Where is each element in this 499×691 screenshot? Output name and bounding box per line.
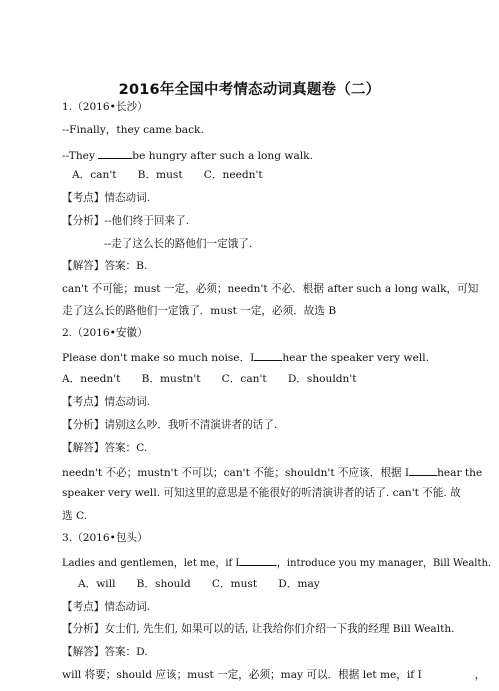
question-1-answer-blank xyxy=(98,147,132,159)
question-1-dialogue-line-2 xyxy=(62,147,313,163)
question-3-kaodian: 【考点】情态动词. xyxy=(62,601,151,613)
question-2-explanation-post: hear the xyxy=(437,467,483,479)
question-3-explanation-line-1: will 将要；should 应该；must 一定，必须；may 可以．根据 let me，if I ， xyxy=(62,669,486,681)
question-3-options: A．will B．should C．must D．may xyxy=(78,578,320,590)
question-1-number: 1.（2016•长沙） xyxy=(62,101,148,113)
question-3-answer-blank xyxy=(239,554,277,566)
question-2-answer-blank xyxy=(254,349,282,361)
question-3-stem-pre: Ladies and gentlemen，let me，if I xyxy=(62,557,240,569)
question-1-jieda: 【解答】答案：B. xyxy=(62,260,148,272)
question-3-jieda: 【解答】答案：D. xyxy=(62,646,148,658)
question-2-explanation-line-3: 选 C. xyxy=(62,510,88,522)
question-1-kaodian: 【考点】情态动词. xyxy=(62,192,151,204)
question-3-stem-post: ，introduce you my manager，Bill Wealth. xyxy=(276,557,492,569)
question-2-explanation-blank xyxy=(409,464,437,476)
question-1-stem-post: be hungry after such a long walk. xyxy=(132,150,313,162)
question-2-explanation-line-2: speaker very well. 可知这里的意思是不能很好的听清演讲者的话了. can't 不能. 故 xyxy=(62,487,461,499)
question-2-stem-post: hear the speaker very well. xyxy=(282,352,429,364)
question-1-dialogue-line-1: --Finally，they came back. xyxy=(62,124,204,136)
question-1-fenxi: 【分析】--他们终于回来了. xyxy=(62,215,190,227)
question-3-fenxi: 【分析】女士们, 先生们, 如果可以的话, 让我给你们介绍一下我的经理 Bill Wealth. xyxy=(62,623,455,635)
question-1-stem-pre: --They xyxy=(62,150,99,162)
question-1-explanation-line-2: 走了这么长的路他们一定饿了．must 一定，必须．故选 B xyxy=(62,305,337,317)
question-3-stem xyxy=(62,554,491,570)
question-2-explanation-line-1 xyxy=(62,464,482,480)
question-1-options: A．can't B．must C．needn't xyxy=(72,169,263,181)
question-2-fenxi: 【分析】请别这么吵．我听不清演讲者的话了. xyxy=(62,419,278,431)
question-2-jieda: 【解答】答案：C. xyxy=(62,442,148,454)
question-2-options: A．needn't B．mustn't C．can't D．shouldn't xyxy=(62,373,357,385)
question-2-stem xyxy=(62,349,429,365)
question-3-number: 3.（2016•包头） xyxy=(62,532,148,544)
question-2-number: 2.（2016•安徽） xyxy=(62,327,148,339)
question-2-explanation-pre: needn't 不必；mustn't 不可以；can't 不能；shouldn't 不应该．根据 I xyxy=(62,467,410,479)
question-1-explanation-line-1: can't 不可能；must 一定，必须；needn't 不必．根据 after such a long walk，可知 xyxy=(62,283,479,295)
question-2-kaodian: 【考点】情态动词. xyxy=(62,396,151,408)
question-1-fenxi-line-2: --走了这么长的路他们一定饿了. xyxy=(104,238,253,250)
question-2-stem-pre: Please don't make so much noise．I xyxy=(62,352,255,364)
document-title: 2016年全国中考情态动词真题卷（二） xyxy=(118,82,381,98)
